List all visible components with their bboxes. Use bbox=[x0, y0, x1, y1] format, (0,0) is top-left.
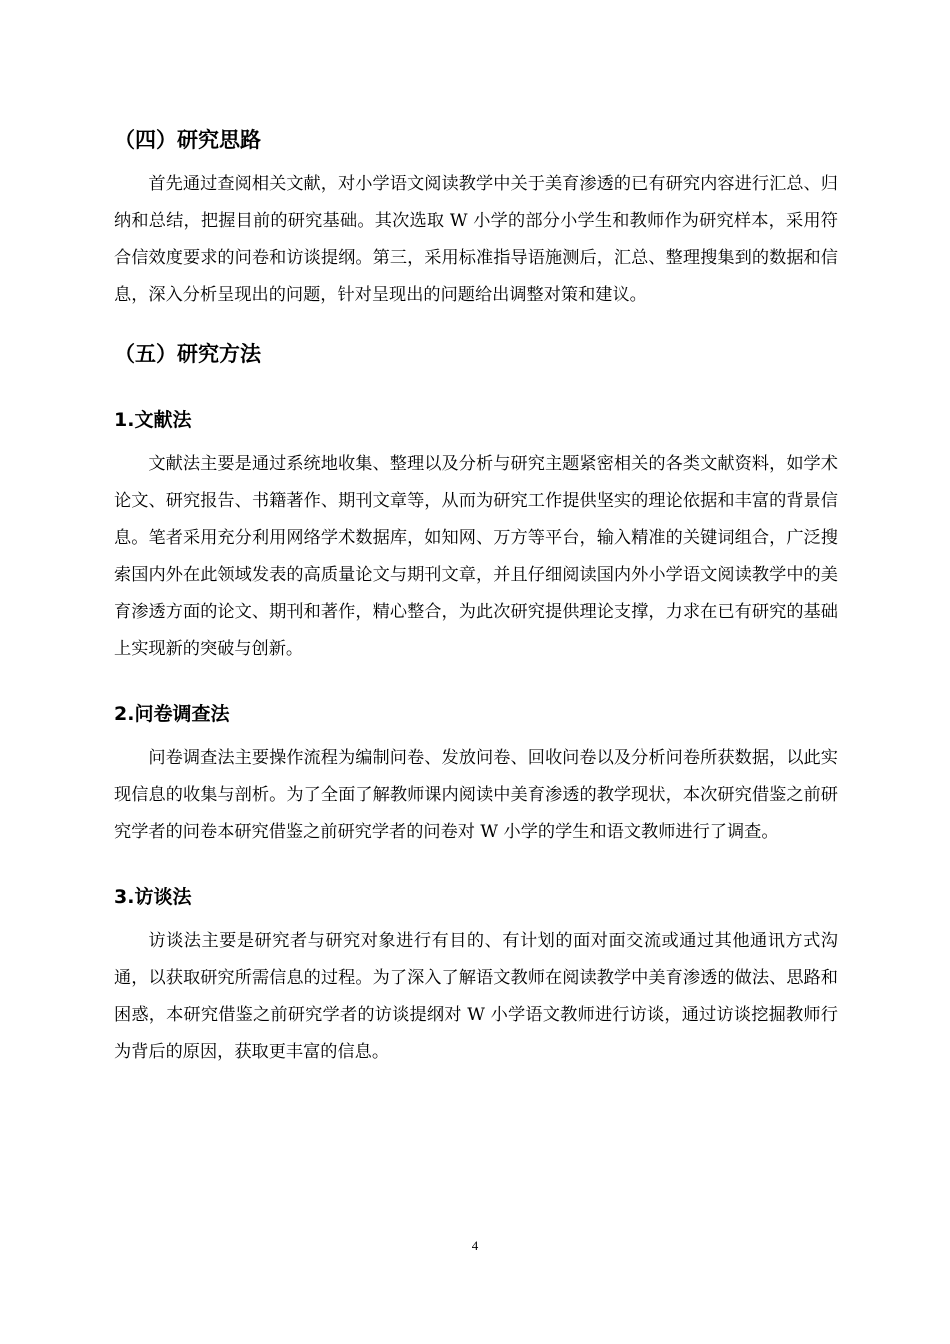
method-heading-interview: 3.访谈法 bbox=[114, 886, 192, 908]
interview-method-paragraph: 访谈法主要是研究者与研究对象进行有目的、有计划的面对面交流或通过其他通讯方式沟通，以获取研究所需信息的过程。为了深入了解语文教师在阅读教学中美育渗透的做法、思路和困惑，本研究借鉴之前研究学者的访谈提纲对 W 小学语文教师进行访谈，通过访谈挖掘教师行为背后的原因，获取更丰富的信息。 bbox=[114, 931, 838, 1062]
research-approach-paragraph: 首先通过查阅相关文献，对小学语文阅读教学中关于美育渗透的已有研究内容进行汇总、归纳和总结，把握目前的研究基础。其次选取 W 小学的部分小学生和教师作为研究样本，采用符合信效度要求的问卷和访谈提纲。第三，采用标准指导语施测后，汇总、整理搜集到的数据和信息，深入分析呈现出的问题，针对呈现出的问题给出调整对策和建议。 bbox=[114, 174, 838, 305]
section-heading-research-methods: （五）研究方法 bbox=[114, 342, 261, 366]
page-content bbox=[114, 120, 838, 1071]
method-heading-literature: 1.文献法 bbox=[114, 409, 192, 431]
method-heading-questionnaire: 2.问卷调查法 bbox=[114, 703, 230, 725]
page-number: 4 bbox=[471, 1238, 479, 1253]
section-heading-research-approach: （四）研究思路 bbox=[114, 128, 261, 152]
questionnaire-method-paragraph: 问卷调查法主要操作流程为编制问卷、发放问卷、回收问卷以及分析问卷所获数据，以此实现信息的收集与剖析。为了全面了解教师课内阅读中美育渗透的教学现状，本次研究借鉴之前研究学者的问卷本研究借鉴之前研究学者的问卷对 W 小学的学生和语文教师进行了调查。 bbox=[114, 748, 838, 842]
literature-method-paragraph: 文献法主要是通过系统地收集、整理以及分析与研究主题紧密相关的各类文献资料，如学术论文、研究报告、书籍著作、期刊文章等，从而为研究工作提供坚实的理论依据和丰富的背景信息。笔者采用充分利用网络学术数据库，如知网、万方等平台，输入精准的关键词组合，广泛搜索国内外在此领域发表的高质量论文与期刊文章，并且仔细阅读国内外小学语文阅读教学中的美育渗透方面的论文、期刊和著作，精心整合，为此次研究提供理论支撑，力求在已有研究的基础上实现新的突破与创新。 bbox=[114, 454, 838, 659]
